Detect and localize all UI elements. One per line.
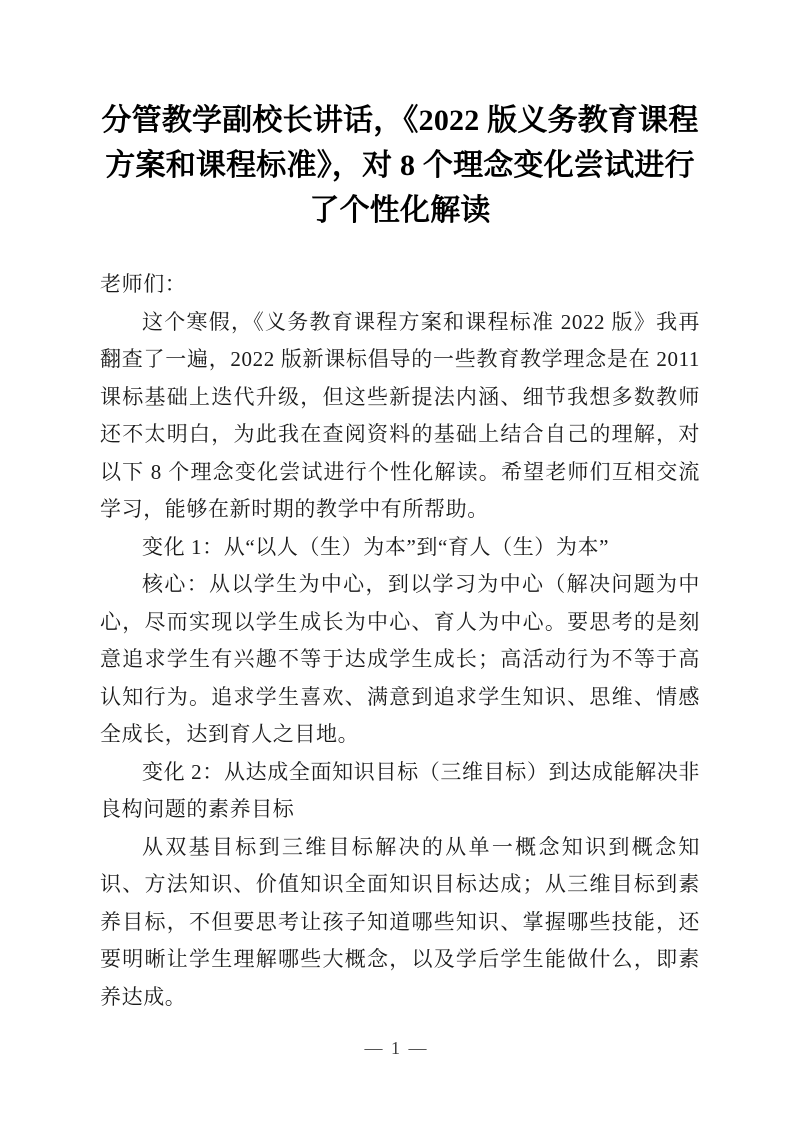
document-body xyxy=(100,266,700,1016)
paragraph-intro: 这个寒假，《义务教育课程方案和课程标准 2022 版》我再翻查了一遍，2022 版新课标倡导的一些教育教学理念是在 2011 课标基础上迭代升级，但这些新提法内涵、细节我想多数教师还不太明白，为此我在查阅资料的基础上结合自己的理解，对以下 8 个理念变化尝试进行个性化解读。希望老师们互相交流学习，能够在新时期的教学中有所帮助。 xyxy=(100,309,700,521)
paragraph-change-1-heading: 变化 1：从“以人（生）为本”到“育人（生）为本” xyxy=(142,534,610,559)
paragraph-change-2-heading: 变化 2：从达成全面知识目标（三维目标）到达成能解决非良构问题的素养目标 xyxy=(100,759,700,821)
paragraph-change-1-body: 核心：从以学生为中心，到以学习为中心（解决问题为中心，尽而实现以学生成长为中心、育人为中心。要思考的是刻意追求学生有兴趣不等于达成学生成长；高活动行为不等于高认知行为。追求学生喜欢、满意到追求学生知识、思维、情感全成长，达到育人之目地。 xyxy=(100,572,700,746)
paragraph-change-2-body: 从双基目标到三维目标解决的从单一概念知识到概念知识、方法知识、价值知识全面知识目标达成；从三维目标到素养目标，不但要思考让孩子知道哪些知识、掌握哪些技能，还要明晰让学生理解哪些大概念，以及学后学生能做什么，即素养达成。 xyxy=(100,834,700,1009)
salutation-line: 老师们： xyxy=(100,272,187,296)
page-number-footer: — 1 — xyxy=(364,1038,429,1058)
page-title: 分管教学副校长讲话，《2022 版义务教育课程方案和课程标准》，对 8 个理念变化尝试进行了个性化解读 xyxy=(101,104,699,227)
